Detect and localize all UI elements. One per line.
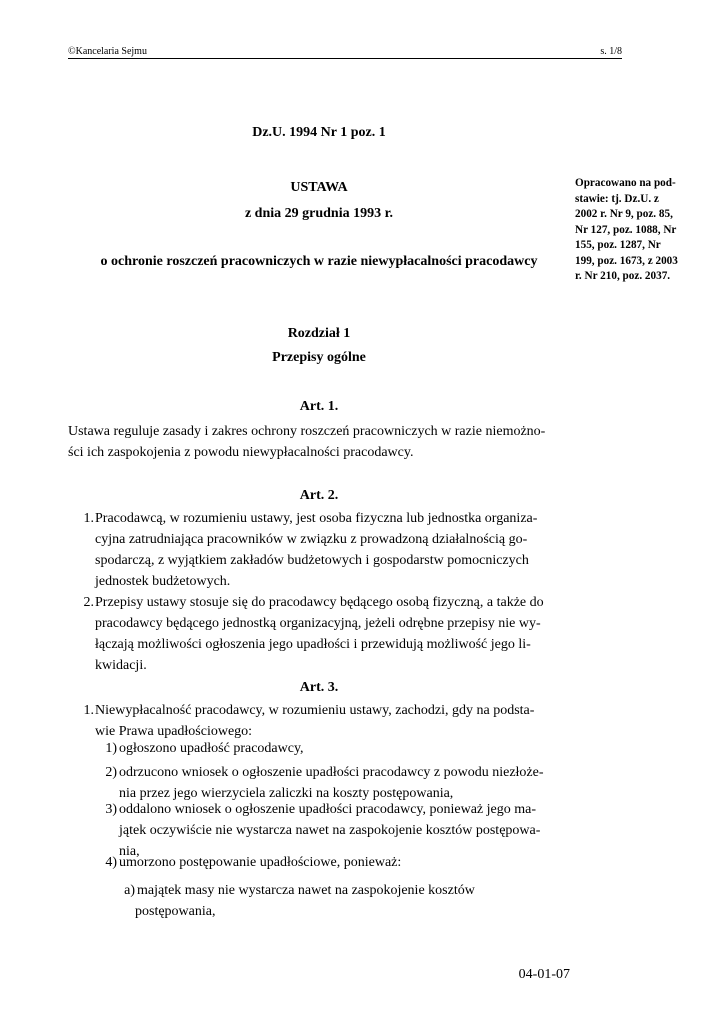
item-number: 1. [83,703,94,718]
art1-body [68,421,570,463]
text-line: nia przez jego wierzyciela zaliczki na koszty postępowania, [119,786,454,801]
text-line: ści ich zaspokojenia z powodu niewypłacalności pracodawcy. [68,445,414,460]
note-line: stawie: tj. Dz.U. z [575,192,659,205]
header-page-number: s. 1/8 [600,46,622,57]
text-line: majątek masy nie wystarcza nawet na zaspokojenie kosztów [137,883,475,898]
art3-subpoint-a [119,880,519,922]
item-number: 2. [83,595,94,610]
text-line: ogłoszono upadłość pracodawcy, [119,741,304,756]
art2-item-2 [68,592,570,676]
text-line: postępowania, [135,904,216,919]
subpoint-number: a) [124,883,135,898]
art3-item-1 [68,700,570,742]
art3-point-1 [95,738,570,759]
note-line: 2002 r. Nr 9, poz. 85, [575,208,673,220]
point-number: 3) [105,802,117,817]
text-line: Pracodawcą, w rozumieniu ustawy, jest osoba fizyczna lub jednostka organiza- [95,511,538,526]
point-number: 2) [105,765,117,780]
note-line: Nr 127, poz. 1088, Nr [575,223,677,236]
note-line: r. Nr 210, poz. 2037. [575,270,671,282]
chapter-title: Przepisy ogólne [272,350,366,365]
page-header [68,46,622,59]
chapter-number: Rozdział 1 [287,326,351,341]
text-line: Niewypłacalność pracodawcy, w rozumieniu ustawy, zachodzi, gdy na podsta- [95,703,535,718]
text-line: jątek oczywiście nie wystarcza nawet na zaspokojenie kosztów postępowa- [119,823,541,838]
text-line: jednostek budżetowych. [95,574,231,589]
document-type: USTAWA [290,180,348,195]
art3-point-2 [95,762,570,804]
note-line: 199, poz. 1673, z 2003 [575,254,678,267]
text-line: kwidacji. [95,658,147,673]
text-line: spodarczą, z wyjątkiem zakładów budżetowych i gospodarstw pomocniczych [95,553,529,568]
item-number: 1. [83,511,94,526]
art1-heading: Art. 1. [299,399,339,414]
note-line: Opracowano na pod- [575,177,676,189]
text-line: łączają możliwości ogłoszenia jego upadłości i przewidują możliwość jego li- [95,637,531,652]
document-date: z dnia 29 grudnia 1993 r. [244,206,394,221]
point-number: 4) [105,855,117,870]
art2-heading: Art. 2. [299,488,339,503]
document-subject: o ochronie roszczeń pracowniczych w razie niewypłacalności pracodawcy [100,254,538,269]
art3-point-4 [95,852,570,873]
text-line: wie Prawa upadłościowego: [95,724,253,739]
note-line: 155, poz. 1287, Nr [575,239,661,251]
point-number: 1) [105,741,117,756]
art3-heading: Art. 3. [299,680,339,695]
source-note [575,176,695,285]
text-line: pracodawcy będącego jednostką organizacyjną, jeżeli odrębne przepisy nie wy- [95,616,541,631]
text-line: Ustawa reguluje zasady i zakres ochrony roszczeń pracowniczych w razie niemożno- [68,424,546,439]
text-line: cyjna zatrudniająca pracowników w związku z prowadzoną działalnością go- [95,532,528,547]
text-line: umorzono postępowanie upadłościowe, ponieważ: [119,855,402,870]
text-line: Przepisy ustawy stosuje się do pracodawcy będącego osobą fizyczną, a także do [95,595,544,610]
footer-code: 04-01-07 [518,967,570,982]
art2-item-1 [68,508,570,592]
text-line: oddalono wniosek o ogłoszenie upadłości pracodawcy, ponieważ jego ma- [119,802,537,817]
header-source: ©Kancelaria Sejmu [68,46,147,57]
document-reference: Dz.U. 1994 Nr 1 poz. 1 [252,125,386,140]
text-line: nia, [119,844,140,859]
text-line: odrzucono wniosek o ogłoszenie upadłości pracodawcy z powodu niezłoże- [119,765,544,780]
